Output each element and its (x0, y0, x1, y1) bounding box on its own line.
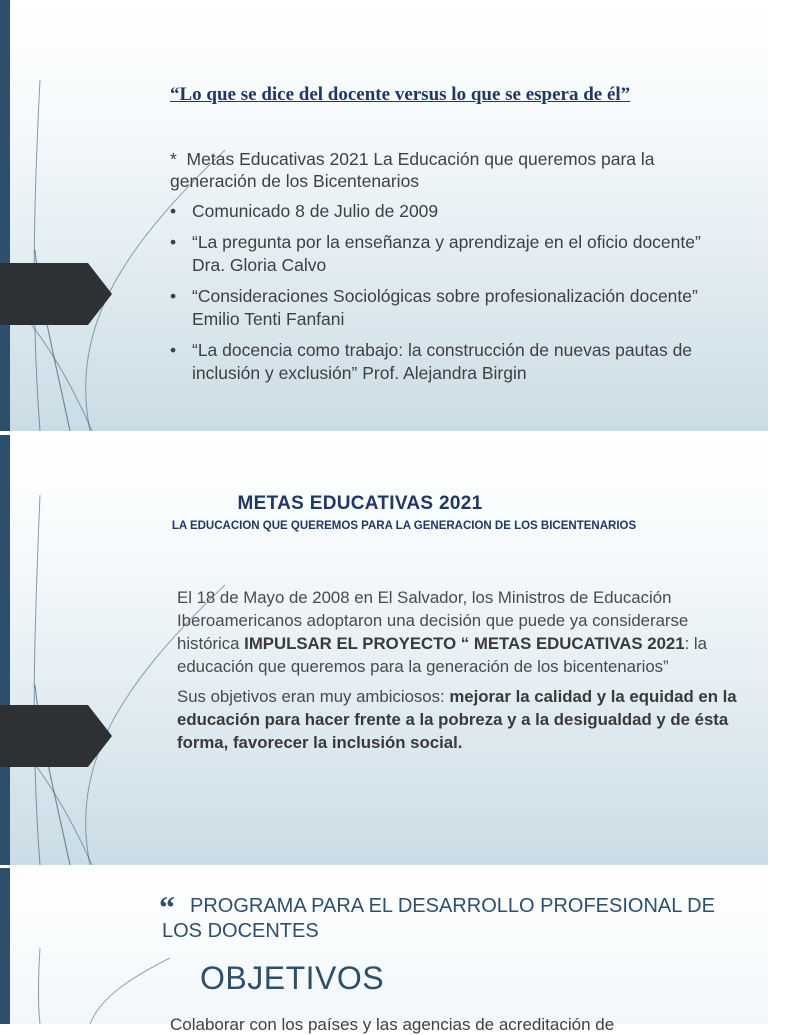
slide-1 (0, 0, 768, 431)
paragraph: El 18 de Mayo de 2008 en El Salvador, los Ministros de Educación Iberoamericanos adoptaron una decisión que puede ya considerarse histórica IMPULSAR EL PROYECTO “ METAS EDUCATIVAS 2021: la educación que queremos para la generación de los bicentenarios” (177, 588, 707, 676)
slide-1-title: “Lo que se dice del docente versus lo que se espera de él” (170, 84, 631, 105)
paragraph: Sus objetivos eran muy ambiciosos: mejorar la calidad y la equidad en la educación para hacer frente a la pobreza y a la desigualdad y de ésta forma, favorecer la inclusión social. (177, 687, 737, 752)
slide-arrow-tab (0, 705, 112, 767)
slide-2-body (177, 586, 737, 761)
slide-3-subheading: OBJETIVOS (200, 960, 385, 996)
slide-1-intro (170, 148, 730, 192)
intro-marker: * (170, 149, 177, 169)
slide-arrow-tab (0, 263, 112, 325)
sidebar-strip (0, 0, 10, 431)
list-item: • “Consideraciones Sociológicas sobre profesionalización docente” Emilio Tenti Fanfani (170, 286, 698, 329)
slide-2-title: METAS EDUCATIVAS 2021 (237, 493, 483, 514)
bullet-icon: • (170, 232, 177, 252)
sidebar-strip (0, 868, 10, 1024)
slide-3 (0, 868, 768, 1034)
list-item: • “La docencia como trabajo: la construcción de nuevas pautas de inclusión y exclusión” Prof. Alejandra Birgin (170, 340, 693, 383)
slide-3-heading: PROGRAMA PARA EL DESARROLLO PROFESIONAL DE LOS DOCENTES (162, 895, 715, 942)
list-item: • Comunicado 8 de Julio de 2009 (170, 201, 439, 221)
intro-text: Metas Educativas 2021 La Educación que queremos para la generación de los Bicentenarios (170, 149, 655, 191)
bullet-icon: • (170, 286, 177, 306)
slide-2 (0, 435, 768, 865)
bullet-icon: • (170, 201, 177, 221)
list-item: • “La pregunta por la enseñanza y aprendizaje en el oficio docente” Dra. Gloria Calvo (170, 232, 701, 275)
slide-2-subtitle: LA EDUCACION QUE QUEREMOS PARA LA GENERACION DE LOS BICENTENARIOS (171, 520, 637, 532)
quote-mark-icon: “ (159, 889, 175, 925)
slide-3-body-text: Colaborar con los países y las agencias de acreditación de (170, 1015, 615, 1034)
slide-1-bullet-list (170, 200, 730, 393)
bullet-icon: • (170, 340, 177, 360)
decorative-curves (0, 868, 768, 1024)
